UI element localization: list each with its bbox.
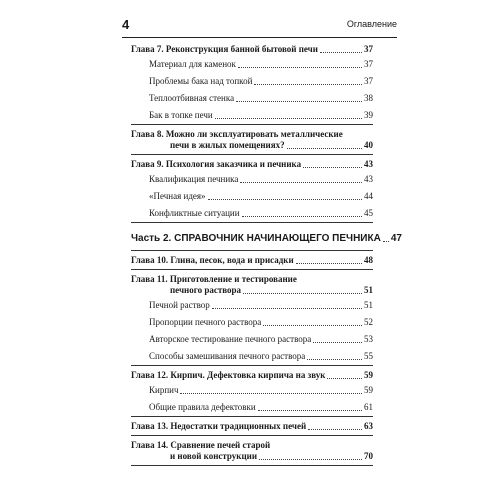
- dot-leader: [307, 359, 362, 360]
- toc-chapter-13[interactable]: [131, 421, 373, 432]
- toc-part-2[interactable]: [131, 233, 402, 244]
- toc-chapter-10[interactable]: [131, 255, 373, 266]
- toc-chapter-8[interactable]: [131, 129, 373, 151]
- page-header: [122, 14, 397, 38]
- section-title: Пропорции печного раствора: [149, 317, 262, 327]
- section-rule: [131, 250, 373, 251]
- dot-leader: [313, 342, 362, 343]
- toc-section[interactable]: [131, 76, 373, 87]
- dot-leader: [383, 241, 389, 242]
- page-ref: 38: [364, 93, 373, 103]
- page-ref: 52: [364, 317, 373, 327]
- section-title: Теплоотбивная стенка: [149, 93, 235, 103]
- toc-chapter-12[interactable]: [131, 370, 373, 381]
- dot-leader: [242, 216, 362, 217]
- chapter-title-line1: Глава 14. Сравнение печей старой: [131, 440, 271, 450]
- toc-section[interactable]: [131, 300, 373, 311]
- dot-leader: [236, 101, 362, 102]
- dot-leader: [296, 263, 362, 264]
- toc-chapter-14[interactable]: [131, 440, 373, 462]
- page-ref: 61: [364, 402, 373, 412]
- toc-section[interactable]: [131, 208, 373, 219]
- section-title: Общие правила дефектовки: [149, 402, 256, 412]
- section-rule: [131, 124, 373, 125]
- page-ref: 63: [364, 421, 373, 431]
- page-ref: 44: [364, 191, 373, 201]
- chapter-title-line2: и новой конструкции: [170, 451, 258, 461]
- section-title: Печной раствор: [149, 300, 210, 310]
- page-ref: 51: [364, 300, 373, 310]
- dot-leader: [212, 308, 362, 309]
- section-title: Способы замешивания печного раствора: [149, 351, 306, 361]
- toc-section[interactable]: [131, 174, 373, 185]
- chapter-title: Глава 9. Психология заказчика и печника: [131, 159, 302, 169]
- page-ref: 37: [364, 76, 373, 86]
- toc-section[interactable]: [131, 93, 373, 104]
- dot-leader: [254, 84, 362, 85]
- toc-section[interactable]: [131, 191, 373, 202]
- header-rule: [122, 37, 397, 38]
- dot-leader: [238, 67, 362, 68]
- toc-section[interactable]: [131, 385, 373, 396]
- section-title: «Печная идея»: [149, 191, 206, 201]
- toc-section[interactable]: [131, 59, 373, 70]
- section-rule: [131, 416, 373, 417]
- chapter-title-line2: печи в жилых помещениях?: [170, 140, 285, 150]
- chapter-title: Глава 13. Недостатки традиционных печей: [131, 421, 307, 431]
- page-ref: 43: [364, 174, 373, 184]
- section-title: Проблемы бака над топкой: [149, 76, 253, 86]
- toc-chapter-9[interactable]: [131, 159, 373, 170]
- toc-section[interactable]: [131, 334, 373, 345]
- page-ref: 39: [364, 110, 373, 120]
- dot-leader: [208, 199, 362, 200]
- toc-chapter-11[interactable]: [131, 274, 373, 296]
- chapter-title-line2: печного раствора: [170, 285, 242, 295]
- section-title: Бак в топке печи: [149, 110, 213, 120]
- section-title: Материал для каменок: [149, 59, 236, 69]
- table-of-contents: [131, 44, 402, 466]
- chapter-title-line1: Глава 11. Приготовление и тестирование: [131, 274, 297, 284]
- section-title: Квалификация печника: [149, 174, 239, 184]
- dot-leader: [308, 429, 362, 430]
- page-ref: 40: [364, 140, 373, 150]
- dot-leader: [327, 378, 362, 379]
- dot-leader: [215, 118, 362, 119]
- running-title: Оглавление: [346, 19, 397, 29]
- dot-leader: [180, 393, 362, 394]
- dot-leader: [243, 293, 362, 294]
- toc-section[interactable]: [131, 351, 373, 362]
- page-ref: 48: [364, 255, 373, 265]
- chapter-title-line1: Глава 8. Можно ли эксплуатировать металлические: [131, 129, 343, 139]
- section-title: Авторское тестирование печного раствора: [149, 334, 312, 344]
- section-rule: [131, 222, 373, 223]
- toc-section[interactable]: [131, 402, 373, 413]
- part-title: Часть 2. СПРАВОЧНИК НАЧИНАЮЩЕГО ПЕЧНИКА: [131, 233, 381, 244]
- page-ref: 59: [364, 370, 373, 380]
- section-rule: [131, 465, 373, 466]
- chapter-title: Глава 12. Кирпич. Дефектовка кирпича на звук: [131, 370, 326, 380]
- page-ref: 37: [364, 44, 373, 54]
- page-ref: 45: [364, 208, 373, 218]
- page-ref: 59: [364, 385, 373, 395]
- dot-leader: [259, 459, 362, 460]
- page-ref: 51: [364, 285, 373, 295]
- page-ref: 43: [364, 159, 373, 169]
- page-ref: 70: [364, 451, 373, 461]
- dot-leader: [320, 52, 362, 53]
- page-ref: 47: [390, 233, 402, 244]
- dot-leader: [240, 182, 362, 183]
- toc-section[interactable]: [131, 110, 373, 121]
- dot-leader: [303, 167, 362, 168]
- dot-leader: [258, 410, 362, 411]
- chapter-title: Глава 7. Реконструкция банной бытовой печи: [131, 44, 318, 54]
- page-ref: 55: [364, 351, 373, 361]
- dot-leader: [263, 325, 362, 326]
- dot-leader: [287, 148, 362, 149]
- section-title: Конфликтные ситуации: [149, 208, 240, 218]
- chapter-title: Глава 10. Глина, песок, вода и присадки: [131, 255, 294, 265]
- section-rule: [131, 269, 373, 270]
- section-rule: [131, 365, 373, 366]
- toc-section[interactable]: [131, 317, 373, 328]
- page-number: 4: [122, 17, 130, 32]
- page-ref: 53: [364, 334, 373, 344]
- section-rule: [131, 435, 373, 436]
- page-ref: 37: [364, 59, 373, 69]
- toc-chapter-7[interactable]: [131, 44, 373, 55]
- section-rule: [131, 154, 373, 155]
- section-title: Кирпич: [149, 385, 179, 395]
